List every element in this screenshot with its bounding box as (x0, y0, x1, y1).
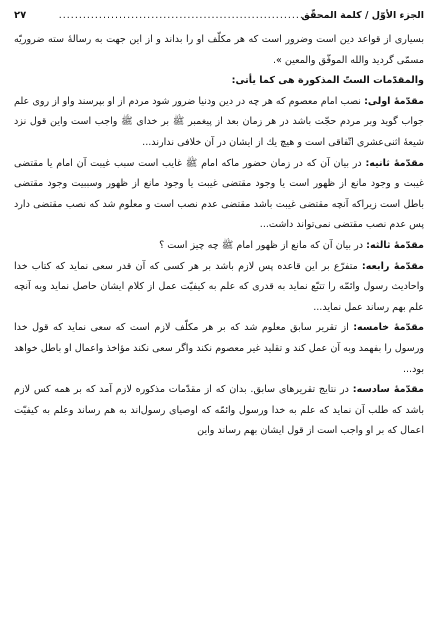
paragraph-text: در بیان آن که در زمان حضور ماکه امام ﷺ غایب است سبب غیبت آن امام یا مقتضی غیبت و وجود مانع از ظهور است یا وجود مقتضی غیبت یا وجود مانع از ظهور وسببیت وجود مقتضی باطل است زیراکه آنچه مقتضی غیبت باشد مقتضی عدم نصب است و معلوم شد که نصب مقتضی دارد پس عدم نصب مقتضی نمی‌تواند داشت... (14, 157, 424, 231)
paragraph-premise-2 (14, 154, 424, 236)
page-number: ۲۷ (14, 10, 27, 21)
paragraph-premise-6 (14, 380, 424, 442)
page-body (14, 30, 424, 442)
paragraph-premise-3 (14, 236, 424, 257)
premise-heading: مقدّمهٔ رابعه: (361, 260, 424, 272)
premise-heading: مقدّمهٔ ثالثه: (366, 239, 424, 251)
paragraph-text: در نتایج تقریرهای سابق. بدان که از مقدّمات مذکوره لازم آمد که بر همه کس لازم باشد که طلب آن نماید که علم به خدا ورسول وائمّه که اوصیای رسول‌اند به هم رساند وعلم به کیفیّت اعمال که بر او واجب است از قول ایشان بهم رساند واین (14, 384, 424, 437)
paragraph-heading-six-premises (14, 71, 424, 92)
paragraph-text: بسیاری از قواعد دین است وضرور است که هر مکلّف او را بداند و از این جهت به رسالهٔ سته ضروریّه مسمّی گردید والله الموفّق والمعین ». (14, 34, 424, 66)
paragraph-premise-5 (14, 318, 424, 380)
paragraph-text: در بیان آن که مانع از ظهور امام ﷺ چه چیز است ؟ (159, 239, 367, 251)
premise-heading: مقدّمهٔ سادسه: (352, 384, 424, 396)
paragraph-text: نصب امام معصوم که هر چه در دین ودنیا ضرور شود مردم از او بپرسند واو از روی علم جواب گوید وبر مردم حجّت باشد در هر زمان بعد از پیغمبر ﷺ بر خدای ﷺ واجب است واین قول نزد شیعهٔ اثنی‌عشری اتّفاقی است و هیچ یك از ایشان در آن خلافی ندارند... (14, 95, 424, 148)
premise-heading: مقدّمهٔ اولی: (364, 95, 424, 107)
paragraph-text: متفرّع بر این قاعده پس لازم باشد بر هر کسی که آن قدر سعی نماید که کتاب خدا واحادیث رسول وائمّه را تتبّع نماید به قدری که علم به کیفیّت عمل از کلام ایشان حاصل نماید وبه آنچه علم بهم رساند عمل نماید... (14, 260, 424, 313)
running-title: الجزء الأوّل / كلمة المحقّق (301, 10, 424, 21)
dot-leader: ................................................................ (58, 10, 316, 21)
section-heading: والمقدّمات الستّ المذکورة هی کما یأتی: (231, 75, 424, 87)
paragraph-text: از تقریر سابق معلوم شد که بر هر مکلّف لازم است که سعی نماید که قول خدا ورسول را بفهمد وبه آن عمل کند و تقلید غیر معصوم نکند واگر سعی نکند مؤاخذ واعمال او باطل خواهد بود... (14, 322, 424, 375)
paragraph-premise-1 (14, 92, 424, 154)
paragraph-intro (14, 30, 424, 71)
premise-heading: مقدّمهٔ ثانیه: (365, 157, 424, 169)
paragraph-premise-4 (14, 257, 424, 319)
page-header (14, 10, 424, 26)
premise-heading: مقدّمهٔ خامسه: (353, 322, 424, 334)
